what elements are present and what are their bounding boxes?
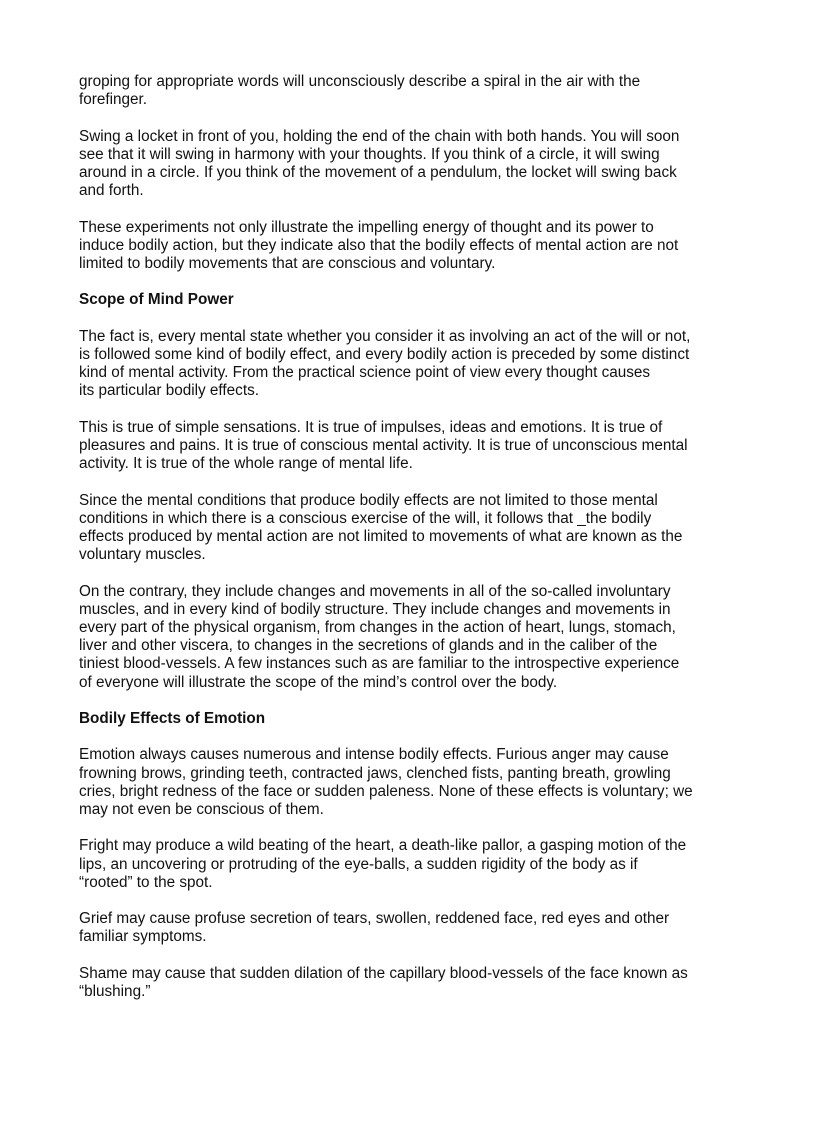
- paragraph: Fright may produce a wild beating of the heart, a death-like pallor, a gasping motion of the lips, an uncovering or protruding of the eye-balls, a sudden rigidity of the body as if “rooted” to the spot.: [79, 837, 687, 891]
- section-heading-bodily-effects-of-emotion: Bodily Effects of Emotion: [79, 709, 266, 727]
- paragraph: The fact is, every mental state whether you consider it as involving an act of the will or not, is followed some kind of bodily effect, and every bodily action is preceded by some distinct kind of mental activity. From the practical science point of view every thought causes its particular bodily effects.: [79, 327, 691, 400]
- paragraph: This is true of simple sensations. It is true of impulses, ideas and emotions. It is true of pleasures and pains. It is true of conscious mental activity. It is true of unconscious mental activity. It is true of the whole range of mental life.: [79, 418, 688, 473]
- paragraph: These experiments not only illustrate the impelling energy of thought and its power to induce bodily action, but they indicate also that the bodily effects of mental action are not limited to bodily movements that are conscious and voluntary.: [79, 218, 679, 272]
- document-page: [79, 73, 743, 1019]
- paragraph: Swing a locket in front of you, holding the end of the chain with both hands. You will soon see that it will swing in harmony with your thoughts. If you think of a circle, it will swing around in a circle. If you think of the movement of a pendulum, the locket will swing back and forth.: [79, 127, 680, 200]
- paragraph: Emotion always causes numerous and intense bodily effects. Furious anger may cause frowning brows, grinding teeth, contracted jaws, clenched fists, panting breath, growling cries, bright redness of the face or sudden paleness. None of these effects is voluntary; we may not even be conscious of them.: [79, 746, 693, 818]
- paragraph: Grief may cause profuse secretion of tears, swollen, reddened face, red eyes and other familiar symptoms.: [79, 910, 670, 946]
- paragraph: On the contrary, they include changes and movements in all of the so-called involuntary muscles, and in every kind of bodily structure. They include changes and movements in every part of the physical organism, from changes in the action of heart, lungs, stomach, liver and other viscera, to changes in the secretions of glands and in the caliber of the tiniest blood-vessels. A few instances such as are familiar to the introspective experience of everyone will illustrate the scope of the mind’s control over the body.: [79, 582, 680, 691]
- paragraph: Shame may cause that sudden dilation of the capillary blood-vessels of the face known as “blushing.”: [79, 964, 688, 1000]
- section-heading-scope-of-mind-power: Scope of Mind Power: [79, 291, 234, 309]
- paragraph: Since the mental conditions that produce bodily effects are not limited to those mental conditions in which there is a conscious exercise of the will, it follows that _the bodily effects produced by mental action are not limited to movements of what are known as the voluntary muscles.: [79, 491, 683, 564]
- paragraph: groping for appropriate words will unconsciously describe a spiral in the air with the forefinger.: [79, 73, 641, 109]
